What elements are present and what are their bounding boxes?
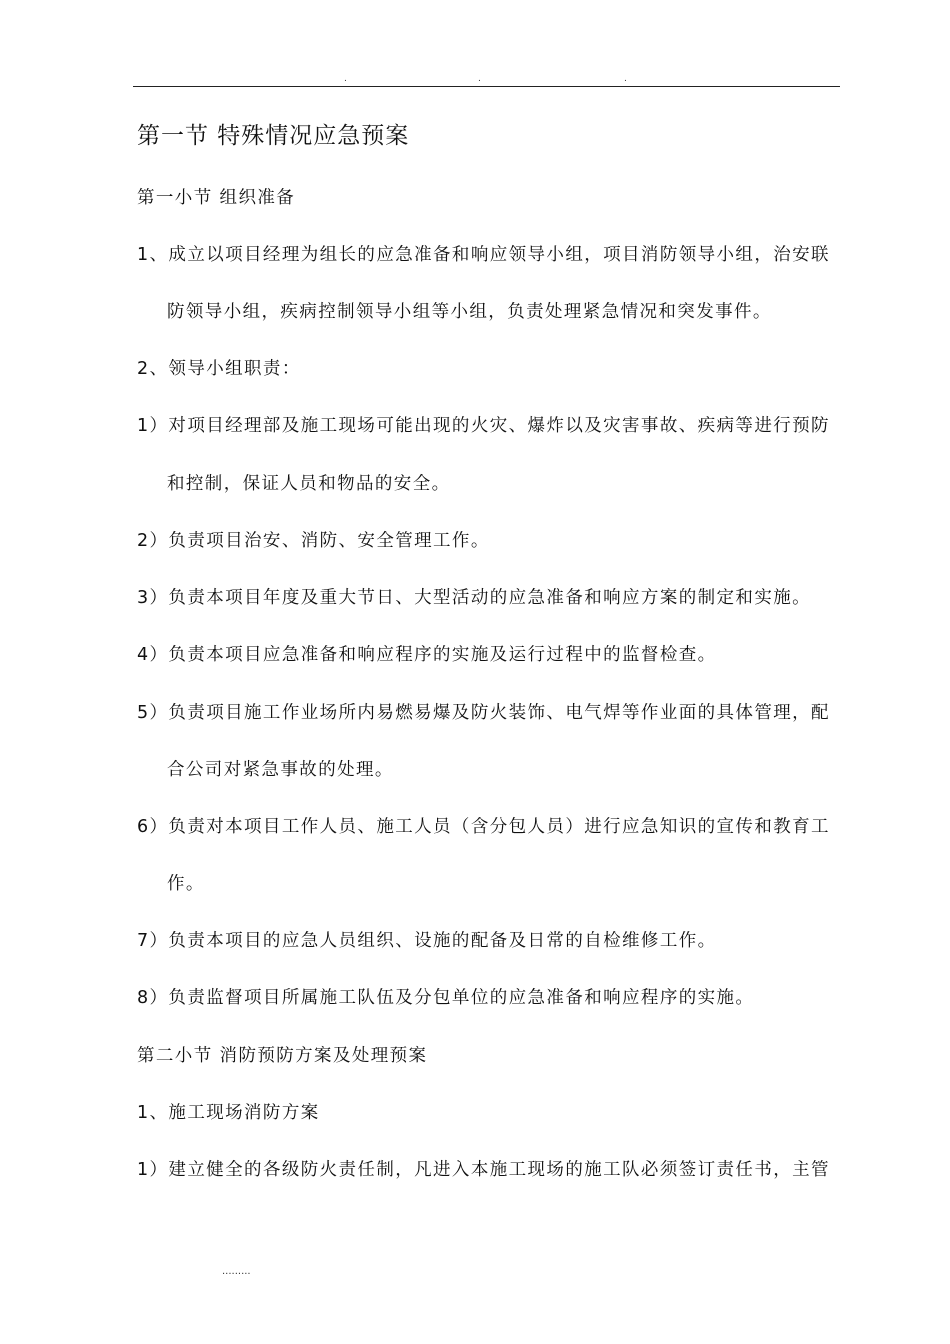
paragraph-line: 和控制，保证人员和物品的安全。 bbox=[167, 474, 451, 494]
paragraph-line: 4）负责本项目应急准备和响应程序的实施及运行过程中的监督检查。 bbox=[137, 645, 717, 665]
paragraph-line: 2、领导小组职责： bbox=[137, 359, 301, 379]
subsection-heading: 第二小节 消防预防方案及处理预案 bbox=[137, 1046, 428, 1066]
footer-dots: ......... bbox=[222, 1266, 251, 1277]
paragraph-line: 3）负责本项目年度及重大节日、大型活动的应急准备和响应方案的制定和实施。 bbox=[137, 588, 812, 608]
paragraph-line: 5）负责项目施工作业场所内易燃易爆及防火装饰、电气焊等作业面的具体管理，配 bbox=[137, 703, 830, 723]
section-title: 第一节 特殊情况应急预案 bbox=[137, 123, 410, 149]
header-dot: . bbox=[344, 74, 347, 84]
paragraph-line: 8）负责监督项目所属施工队伍及分包单位的应急准备和响应程序的实施。 bbox=[137, 988, 755, 1008]
paragraph-line: 合公司对紧急事故的处理。 bbox=[167, 760, 394, 780]
header-dot: . bbox=[478, 74, 481, 84]
paragraph-line: 2）负责项目治安、消防、安全管理工作。 bbox=[137, 531, 490, 551]
paragraph-line: 7）负责本项目的应急人员组织、设施的配备及日常的自检维修工作。 bbox=[137, 931, 717, 951]
paragraph-line: 1、成立以项目经理为组长的应急准备和响应领导小组，项目消防领导小组，治安联 bbox=[137, 245, 830, 265]
paragraph-line: 防领导小组，疾病控制领导小组等小组，负责处理紧急情况和突发事件。 bbox=[167, 302, 772, 322]
paragraph-line: 1）建立健全的各级防火责任制，凡进入本施工现场的施工队必须签订责任书，主管 bbox=[137, 1160, 830, 1180]
paragraph-line: 1、施工现场消防方案 bbox=[137, 1103, 320, 1123]
header-dot: . bbox=[624, 74, 627, 84]
paragraph-line: 作。 bbox=[167, 874, 205, 894]
subsection-heading: 第一小节 组织准备 bbox=[137, 188, 296, 208]
paragraph-line: 1）对项目经理部及施工现场可能出现的火灾、爆炸以及灾害事故、疾病等进行预防 bbox=[137, 416, 830, 436]
paragraph-line: 6）负责对本项目工作人员、施工人员（含分包人员）进行应急知识的宣传和教育工 bbox=[137, 817, 830, 837]
